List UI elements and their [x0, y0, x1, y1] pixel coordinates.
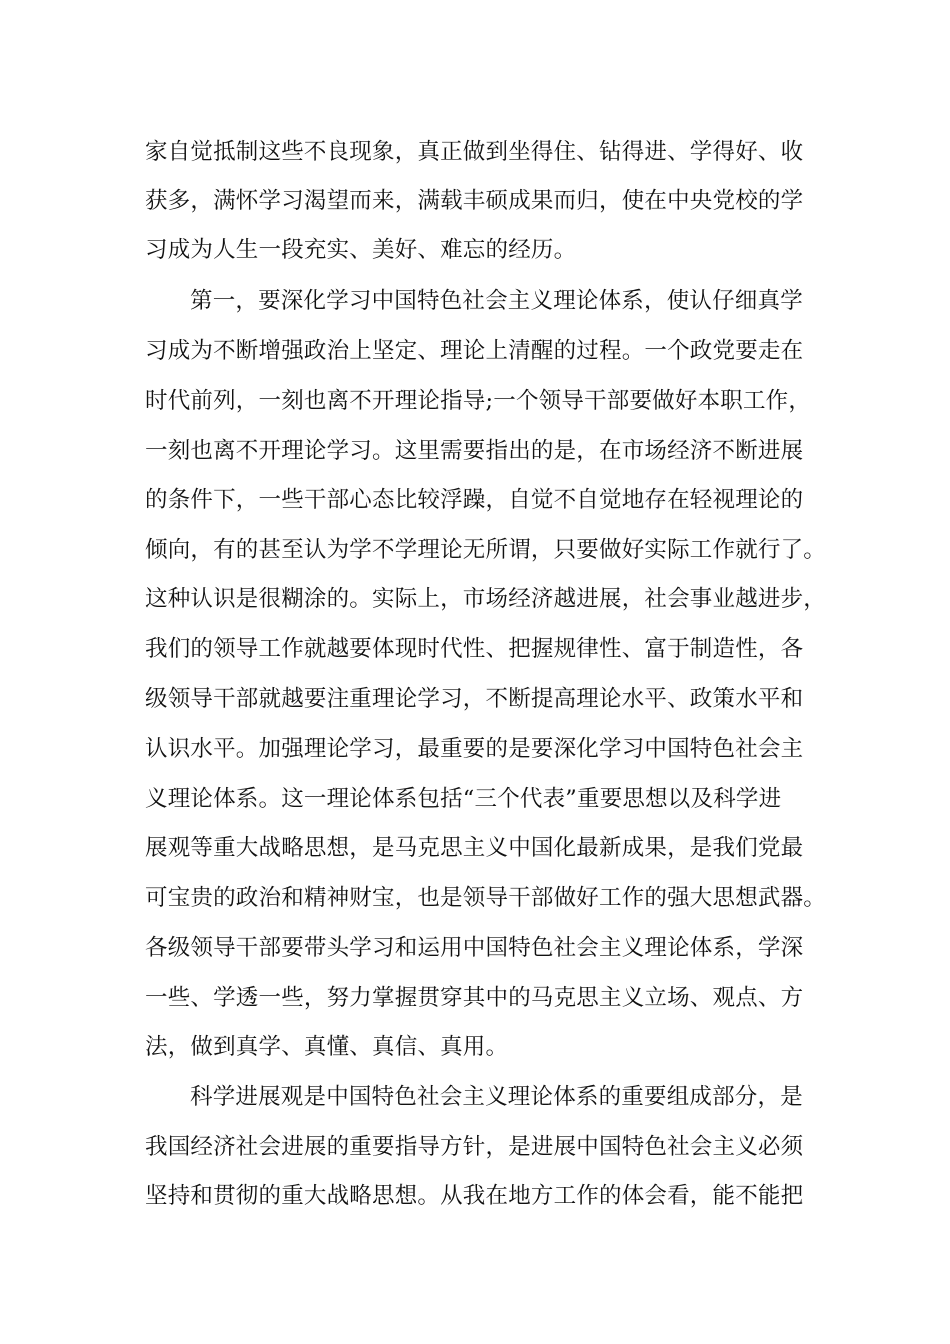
text-line: 获多，满怀学习渴望而来，满载丰硕成果而归，使在中央党校的学 — [145, 188, 804, 214]
text-line: 义理论体系。这一理论体系包括“三个代表”重要思想以及科学进 — [145, 786, 782, 812]
text-line: 我们的领导工作就越要体现时代性、把握规律性、富于制造性，各 — [145, 636, 804, 662]
text-line: 坚持和贯彻的重大战略思想。从我在地方工作的体会看，能不能把 — [145, 1183, 804, 1209]
text-line: 这种认识是很糊涂的。实际上，市场经济越进展，社会事业越进步， — [145, 586, 827, 612]
text-line: 展观等重大战略思想，是马克思主义中国化最新成果，是我们党最 — [145, 835, 804, 861]
text-line: 可宝贵的政治和精神财宝，也是领导干部做好工作的强大思想武器。 — [145, 885, 827, 911]
text-line: 我国经济社会进展的重要指导方针，是进展中国特色社会主义必须 — [145, 1134, 804, 1160]
text-line: 级领导干部就越要注重理论学习，不断提高理论水平、政策水平和 — [145, 686, 804, 712]
text-line: 倾向，有的甚至认为学不学理论无所谓，只要做好实际工作就行了。 — [145, 537, 827, 563]
text-line: 时代前列，一刻也离不开理论指导;一个领导干部要做好本职工作， — [145, 388, 812, 414]
paragraph-first-line: 科学进展观是中国特色社会主义理论体系的重要组成部分，是 — [190, 1084, 803, 1110]
text-line: 认识水平。加强理论学习，最重要的是要深化学习中国特色社会主 — [145, 736, 804, 762]
text-line: 法，做到真学、真懂、真信、真用。 — [145, 1034, 509, 1060]
paragraph-first-line: 第一，要深化学习中国特色社会主义理论体系，使认仔细真学 — [190, 288, 803, 314]
text-line: 家自觉抵制这些不良现象，真正做到坐得住、钻得进、学得好、收 — [145, 139, 804, 165]
text-line: 一刻也离不开理论学习。这里需要指出的是，在市场经济不断进展 — [145, 438, 804, 464]
text-line: 各级领导干部要带头学习和运用中国特色社会主义理论体系，学深 — [145, 935, 804, 961]
text-line: 一些、学透一些，努力掌握贯穿其中的马克思主义立场、观点、方 — [145, 985, 804, 1011]
text-line: 习成为人生一段充实、美好、难忘的经历。 — [145, 237, 577, 263]
text-line: 的条件下，一些干部心态比较浮躁，自觉不自觉地存在轻视理论的 — [145, 487, 804, 513]
text-line: 习成为不断增强政治上坚定、理论上清醒的过程。一个政党要走在 — [145, 338, 804, 364]
